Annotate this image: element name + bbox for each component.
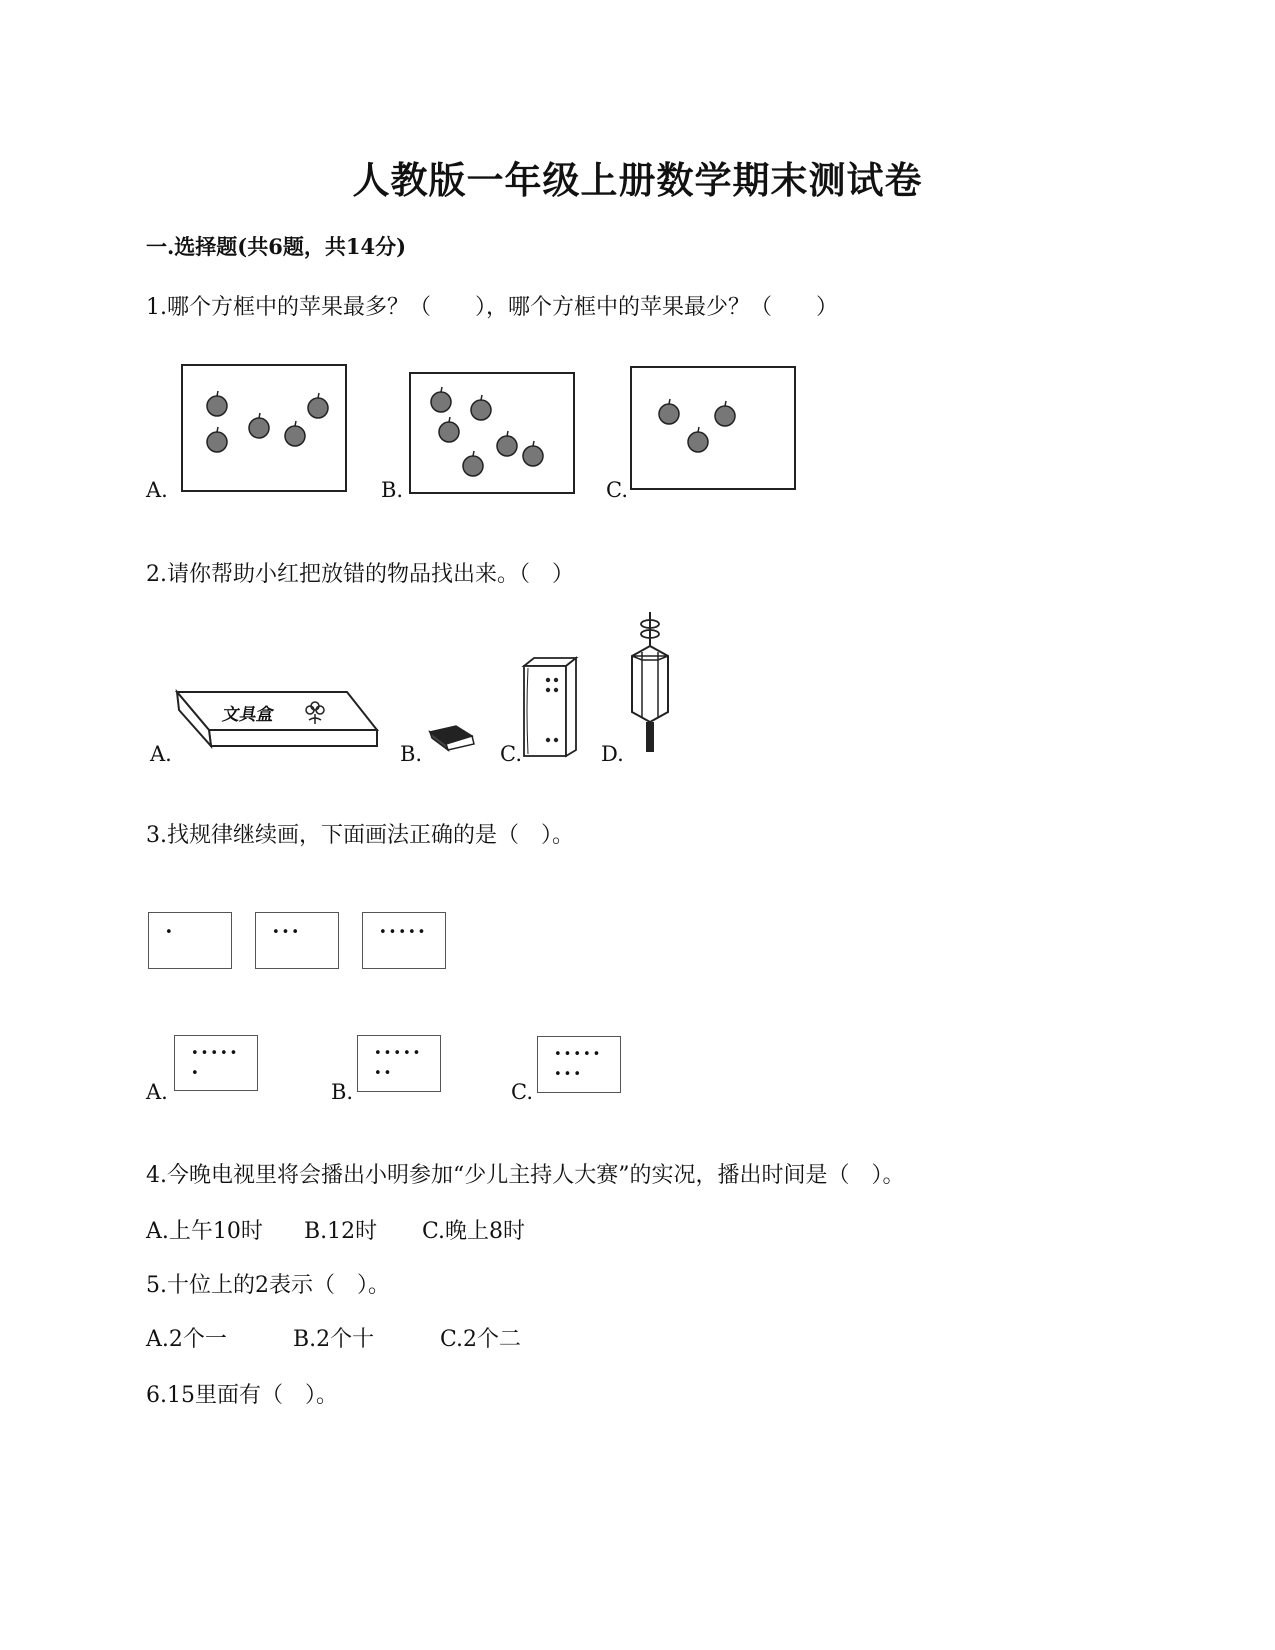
question-4-text: 4.今晚电视里将会播出小明参加“少儿主持人大赛”的实况，播出时间是（ ）。 [146,1163,905,1188]
pencil-sharpener-icon [618,612,682,754]
q3-option-b-dots-row2: •• [374,1066,394,1081]
apple-icon [431,387,451,412]
page-title: 人教版一年级上册数学期末测试卷 [352,158,923,202]
apple-icon [285,421,305,446]
apple-icon [308,393,328,418]
q4-choices [146,1214,525,1245]
eraser-icon [426,722,478,752]
q5-choice-a: A.2个一 [146,1327,227,1352]
apple-icon [471,395,491,420]
apple-icon [207,427,227,452]
apple-icon [207,391,227,416]
apple-icon [659,399,679,424]
q3-option-c-label: C. [511,1080,533,1104]
q1-option-c-label: C. [606,478,628,502]
pattern-box-2 [255,912,339,969]
apples-b-icon [411,374,573,492]
q1-option-a-label: A. [146,478,168,502]
pencil-box-label: 文具盒 [220,705,276,725]
question-1-text: 1.哪个方框中的苹果最多？（ ），哪个方框中的苹果最少？（ ） [146,295,838,320]
q1-apple-box-a [181,364,347,492]
q4-choice-a: A.上午10时 [146,1219,263,1244]
q3-option-a-dots-row2: • [191,1066,201,1081]
q3-option-b-box [357,1035,441,1092]
apple-icon [463,451,483,476]
q2-option-d-label: D. [601,742,624,766]
apple-icon [249,413,269,438]
pattern-dots-1: • [165,925,175,940]
q4-choice-c: C.晚上8时 [422,1219,526,1244]
q1-apple-box-c [630,366,796,490]
book-icon [518,654,580,760]
q2-option-a-label: A. [150,742,172,766]
q3-option-b-label: B. [331,1080,354,1104]
q3-option-c-dots-row2: ••• [554,1067,584,1082]
q5-choices [146,1322,521,1353]
apples-c-icon [632,368,794,488]
q1-option-b-label: B. [381,478,404,502]
apple-icon [688,427,708,452]
section-heading-choice: 一.选择题(共6题，共14分) [146,234,407,259]
q3-option-a-dots-row1: ••••• [191,1046,240,1061]
question-3-text: 3.找规律继续画，下面画法正确的是（ ）。 [146,823,574,848]
question-2-text: 2.请你帮助小红把放错的物品找出来。（ ） [146,562,574,587]
pattern-dots-2: ••• [272,925,302,940]
apple-icon [497,431,517,456]
q3-option-a-box [174,1035,258,1091]
q5-choice-c: C.2个二 [440,1327,522,1352]
q4-choice-b: B.12时 [304,1219,378,1244]
apple-icon [715,401,735,426]
q2-option-c-label: C. [500,742,522,766]
q3-option-c-dots-row1: ••••• [554,1047,603,1062]
pattern-box-1 [148,912,232,969]
pattern-dots-3: ••••• [379,925,428,940]
pattern-box-3 [362,912,446,969]
apple-icon [523,441,543,466]
q1-apple-box-b [409,372,575,494]
q3-option-b-dots-row1: ••••• [374,1046,423,1061]
q5-choice-b: B.2个十 [293,1327,375,1352]
question-6-text: 6.15里面有（ ）。 [146,1383,338,1408]
q2-option-b-label: B. [400,742,423,766]
apple-icon [439,417,459,442]
question-5-text: 5.十位上的2表示（ ）。 [146,1273,390,1298]
apples-a-icon [183,366,345,490]
q3-option-a-label: A. [146,1080,168,1104]
pencil-box-icon [175,688,380,752]
q3-option-c-box [537,1036,621,1093]
